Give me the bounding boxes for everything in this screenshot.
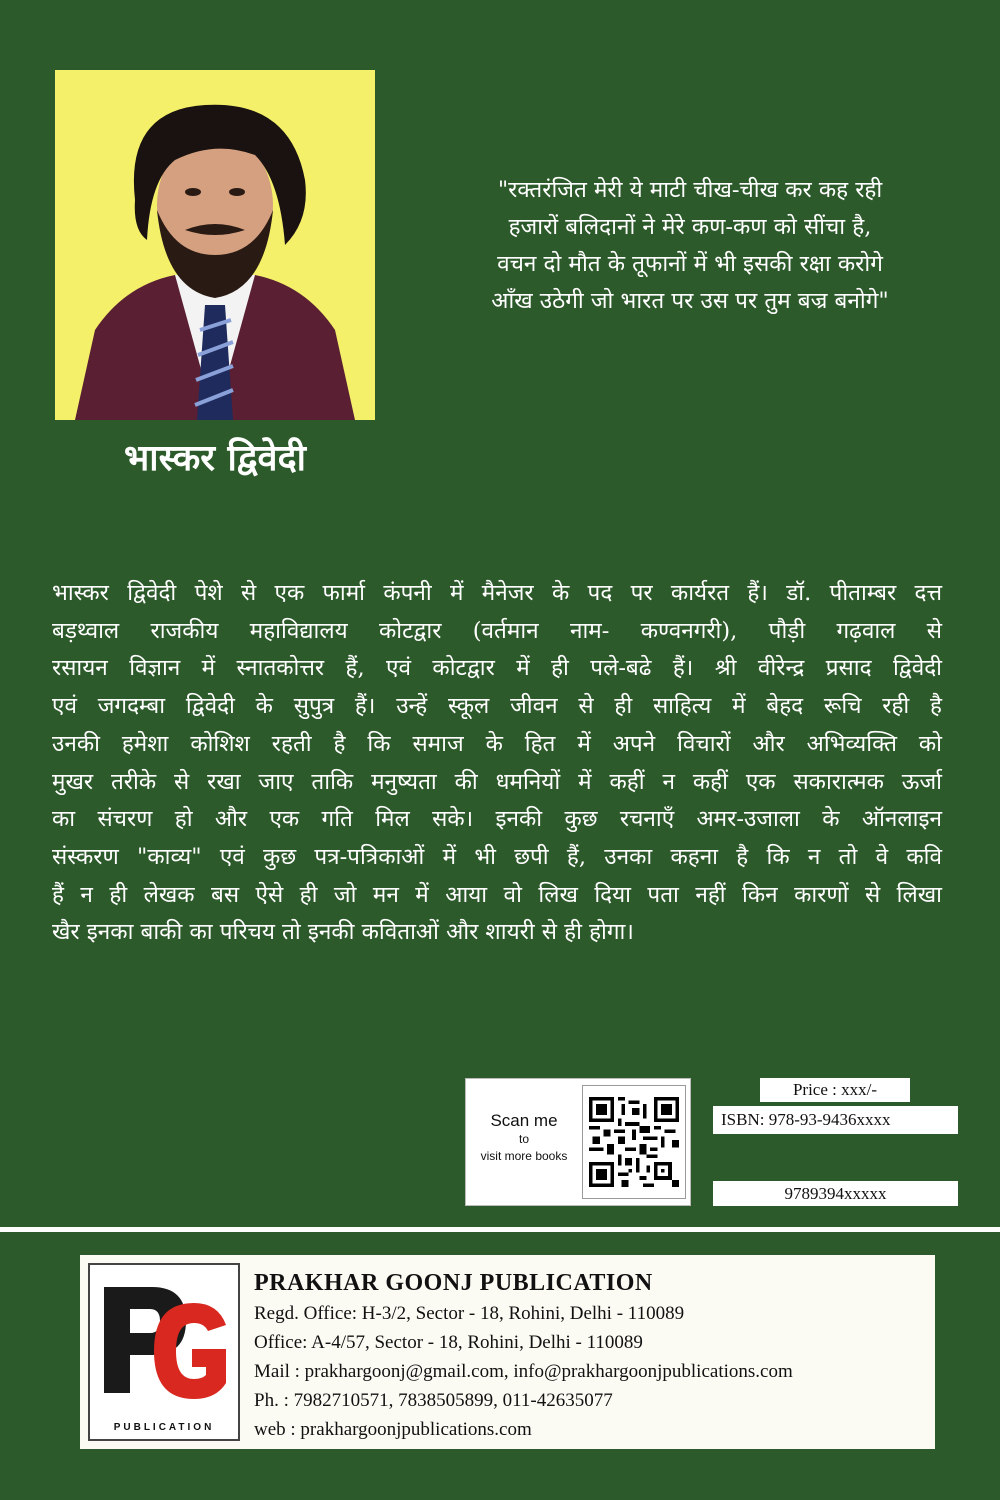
bio-line: का संचरण हो और एक गति मिल सके। इनकी कुछ रचनाएँ अमर-उजाला के ऑनलाइन <box>52 806 942 833</box>
poem-quote <box>390 172 990 320</box>
qr-code-icon[interactable] <box>582 1085 686 1199</box>
bio-line: संस्करण "काव्य" एवं कुछ पत्र-पत्रिकाओं में भी छपी हैं, उनका कहना है कि न तो वे कवि <box>52 843 942 870</box>
quote-line: हजारों बलिदानों ने मेरे कण-कण को सींचा है, <box>508 214 872 240</box>
qr-caption <box>466 1111 582 1165</box>
publisher-info <box>254 1267 793 1444</box>
author-photo <box>55 70 375 420</box>
publisher-phone: Ph. : 7982710571, 7838505899, 011-42635077 <box>254 1390 613 1411</box>
bio-line: मुखर तरीके से रखा जाए ताकि मनुष्यता की धमनियों में कहीं न कहीं एक सकारात्मक ऊर्जा <box>52 768 942 795</box>
divider <box>0 1227 1000 1232</box>
bio-line: भास्कर द्विवेदी पेशे से एक फार्मा कंपनी में मैनेजर के पद पर कार्यरत हैं। डॉ. पीताम्बर दत्त <box>52 580 942 606</box>
bio-line: खैर इनका बाकी का परिचय तो इनकी कविताओं और शायरी से ही होगा। <box>52 919 634 946</box>
qr-caption-sub: visit more books <box>480 1149 568 1163</box>
qr-caption-title: Scan me <box>490 1111 558 1130</box>
logo-caption: PUBLICATION <box>113 1422 215 1433</box>
author-name: भास्कर द्विवेदी <box>123 438 307 479</box>
author-portrait-illustration <box>55 70 375 420</box>
publisher-name: PRAKHAR GOONJ PUBLICATION <box>254 1270 653 1296</box>
quote-line: आँख उठेगी जो भारत पर उस पर तुम बज्र बनोगे" <box>491 288 889 314</box>
isbn-label: ISBN: 978-93-9436xxxx <box>713 1106 958 1134</box>
qr-caption-to: to <box>518 1132 529 1146</box>
bio-line: बड़थ्वाल राजकीय महाविद्यालय कोटद्वार (वर्तमान नाम- कण्वनगरी), पौड़ी गढ़वाल से <box>52 617 942 644</box>
publisher-regd-office: Regd. Office: H-3/2, Sector - 18, Rohini, Delhi - 110089 <box>254 1303 685 1324</box>
price-label: Price : xxx/- <box>760 1078 910 1102</box>
quote-line: वचन दो मौत के तूफानों में भी इसकी रक्षा करोगे <box>497 251 883 277</box>
bio-line: एवं जगदम्बा द्विवेदी के सुपुत्र हैं। उन्हें स्कूल जीवन से ही साहित्य में बेहद रूचि रही है <box>52 693 942 720</box>
publisher-website: web : prakhargoonjpublications.com <box>254 1419 532 1440</box>
pg-logo-icon <box>90 1265 238 1415</box>
bio-line: रसायन विज्ञान में स्नातकोत्तर हैं, एवं कोटद्वार में ही पले-बढे हैं। श्री वीरेन्द्र प्रसाद द्विवेदी <box>52 655 942 682</box>
publisher-card <box>80 1255 935 1449</box>
author-biography <box>52 575 942 952</box>
barcode-number: 9789394xxxxx <box>713 1181 958 1206</box>
bio-line: हैं न ही लेखक बस ऐसे ही जो मन में आया वो लिख दिया पता नहीं किन कारणों से लिखा <box>52 881 942 908</box>
publisher-office: Office: A-4/57, Sector - 18, Rohini, Delhi - 110089 <box>254 1332 643 1353</box>
qr-card[interactable] <box>465 1078 691 1206</box>
publisher-email: Mail : prakhargoonj@gmail.com, info@prakhargoonjpublications.com <box>254 1361 793 1382</box>
quote-line: "रक्तरंजित मेरी ये माटी चीख-चीख कर कह रही <box>497 177 883 203</box>
publisher-logo <box>88 1263 240 1441</box>
bio-line: उनकी हमेशा कोशिश रहती है कि समाज के हित में अपने विचारों और अभिव्यक्ति को <box>52 730 942 757</box>
